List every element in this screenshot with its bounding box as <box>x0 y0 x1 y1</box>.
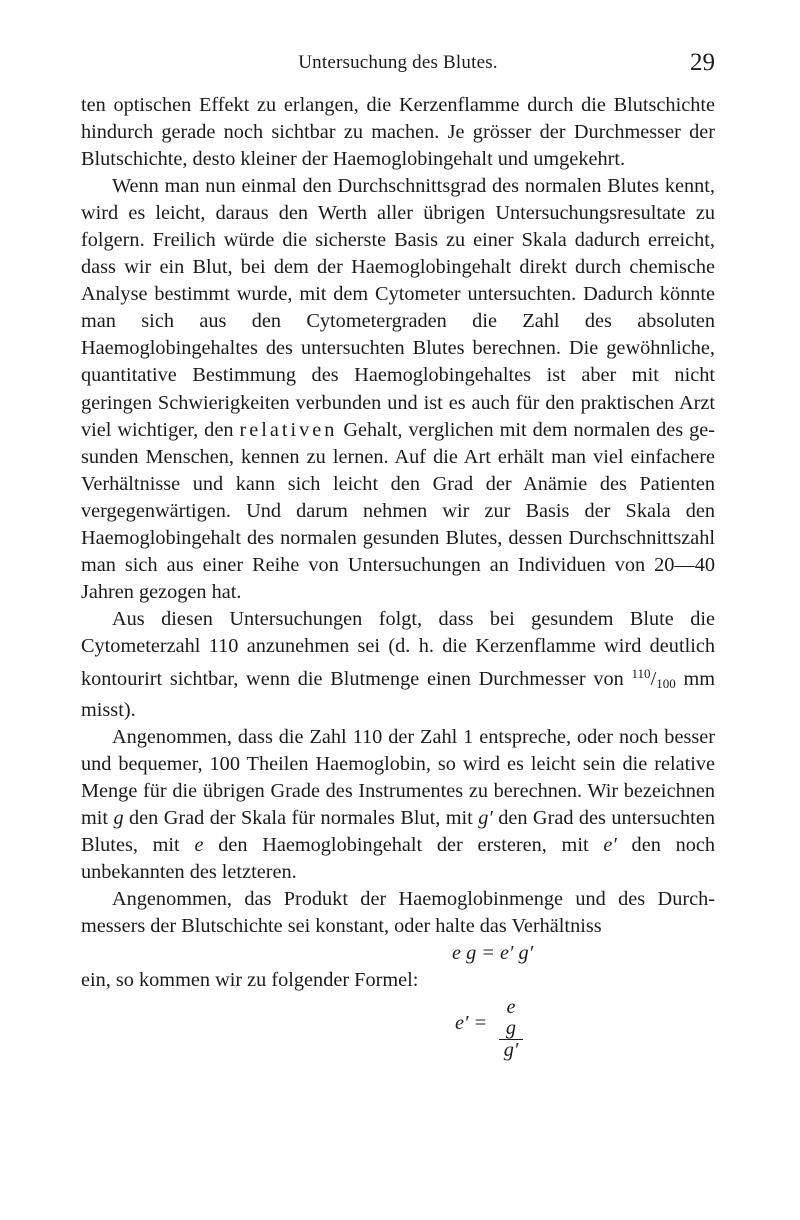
paragraph-3 <box>81 606 715 724</box>
fraction-110-100: $^{110}/_{100}$ <box>631 665 676 691</box>
paragraph-2 <box>81 173 715 606</box>
paragraph-4 <box>81 724 715 886</box>
paragraph-4-part-1: Angenommen, dass die Zahl 110 der Zahl 1 entspreche, oder noch besser und bequemer, 100 Theilen Haemoglobin, so wird es leicht sein die relative Menge für die übrigen Grade des Instrumentes zu berechnen. Wir bezeichnen mit <box>81 726 715 830</box>
variable-g-prime: g′ <box>478 807 493 830</box>
body-text <box>81 92 716 1061</box>
book-page <box>81 49 716 1061</box>
emphasis-relativen: relativen <box>239 418 338 441</box>
formula-denominator: g′ <box>503 1038 519 1061</box>
paragraph-3-part-1: Aus diesen Untersuchungen folgt, dass bei gesundem Blute die Cytometerzahl 110 anzunehmen sei (d. h. die Kerzenflamme wird deutlich kontourirt sichtbar, wenn die Blutmenge einen Durchmesser von <box>81 607 715 690</box>
paragraph-4-part-5: den noch unbekannten des letzteren. <box>81 834 715 884</box>
paragraph-4-part-2: den Grad der Skala für normales Blut, mit <box>129 807 473 830</box>
page-header <box>81 49 715 78</box>
paragraph-6: ein, so kommen wir zu folgender Formel: <box>81 969 419 992</box>
equation-product-constant: e g = e′ g′ <box>452 942 534 965</box>
variable-g: g <box>113 807 124 830</box>
fraction-denominator: 100 <box>656 675 676 691</box>
paragraph-1: ten optischen Effekt zu erlangen, die Kerzenflamme durch die Blutschichte hindurch gerade noch sichtbar zu machen. Je grösser der Durchmesser der Blutschichte, desto kleiner der Haemoglobingehalt und umgekehrt. <box>81 94 715 171</box>
paragraph-4-part-4: den Haemoglobingehalt der ersteren, mit <box>218 834 589 857</box>
formula-numerator: e g <box>505 995 517 1039</box>
page-number: 29 <box>690 49 715 76</box>
equation-formula <box>81 995 715 1061</box>
paragraph-2-part-1: Wenn man nun einmal den Durchschnittsgrad des normalen Blutes kennt, wird es leicht, daraus den Werth aller übrigen Untersuchungsresultate zu folgern. Freilich würde die sicherste Basis zu einer Skala dadurch erreicht, dass wir ein Blut, bei dem der Haemoglobingehalt direkt durch chemische Analyse bestimmt wurde, mit dem Cytometer untersuchten. Dadurch könnte man sich aus den Cytometergraden die Zahl des absoluten Haemoglobingehaltes des untersuchten Blutes berechnen. Die gewöhnliche, quantitative Bestimmung des Haemoglobingehaltes ist aber mit nicht geringen Schwierigkeiten verbunden und ist es auch für den praktischen Arzt viel wichtiger, den <box>81 175 715 441</box>
paragraph-3-part-2: mm misst). <box>81 667 716 722</box>
paragraph-5: Angenommen, das Produkt der Haemoglobinmenge und des Durchmessers der Blutschichte sei konstant, oder halte das Verhältniss <box>81 888 715 938</box>
fraction-numerator: 110 <box>631 665 651 681</box>
formula-left-side: e′ = <box>455 1011 488 1034</box>
paragraph-2-part-2: Gehalt, verglichen mit dem normalen des gesunden Menschen, kennen zu lernen. Auf die Art erhält man viel einfachere Verhältnisse und kann sich leicht den Grad der Anämie des Patienten vergegenwärtigen. Und darum nehmen wir zur Basis der Skala den Haemoglobingehalt des normalen gesunden Blutes, dessen Durchschnittszahl man sich aus einer Reihe von Untersuchungen an Individuen von 20—40 Jahren gezogen hat. <box>81 418 715 603</box>
paragraph-4-part-3: den Grad des untersuchten Blutes, mit <box>81 807 715 857</box>
running-head: Untersuchung des Blutes. <box>298 52 498 73</box>
variable-e-prime: e′ <box>603 834 617 857</box>
variable-e: e <box>194 834 204 857</box>
formula-fraction <box>499 997 523 1061</box>
